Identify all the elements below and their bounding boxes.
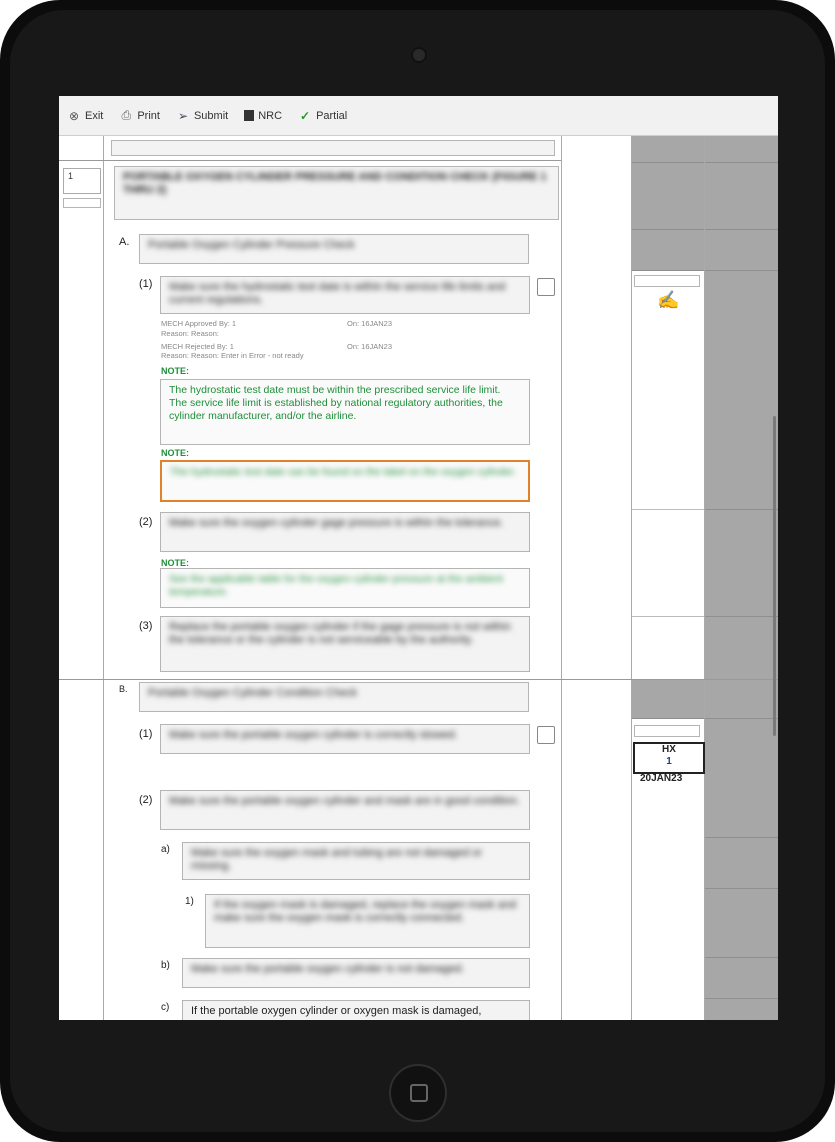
substep-a1-number: 1) (185, 896, 194, 907)
step-a3-box (160, 616, 530, 672)
substep-c-number: c) (161, 1002, 170, 1013)
column-divider (103, 136, 104, 1020)
signoff-cell (705, 510, 778, 617)
substep-c-box (182, 1000, 530, 1020)
signoff-cell (632, 136, 704, 163)
approved-reason: Reason: Reason: (161, 329, 219, 338)
section-a-title-box (139, 234, 529, 264)
signature-pen-icon: ✍ (657, 290, 680, 310)
substep-c-text: If the portable oxygen cylinder or oxygen mask is damaged, (191, 1005, 482, 1017)
step-a2-box (160, 512, 530, 552)
note-text: See the applicable table for the oxygen cylinder pressure at the ambient temperature. (169, 573, 503, 598)
signoff-cell (705, 889, 778, 958)
note-label: NOTE: (161, 558, 189, 568)
section-b-title-box (139, 682, 529, 712)
signoff-cell[interactable] (632, 510, 704, 617)
step-a2-number: (2) (139, 516, 153, 528)
step-a1-number: (1) (139, 278, 153, 290)
substep-a-text: Make sure the oxygen mask and tubing are not damaged or missing. (191, 847, 483, 872)
signoff-cell (632, 230, 704, 271)
signoff-cell (705, 719, 778, 838)
partial-label: Partial (316, 109, 348, 122)
exit-button[interactable] (67, 109, 103, 123)
note-label: NOTE: (161, 448, 189, 458)
step-a1-checkbox[interactable] (537, 278, 555, 296)
substep-b-box (182, 958, 530, 988)
substep-b-text: Make sure the portable oxygen cylinder is not damaged. (191, 963, 465, 975)
home-square-icon (410, 1084, 428, 1102)
step-b2-text: Make sure the portable oxygen cylinder and mask are in good condition. (169, 795, 520, 807)
task-title: PORTABLE OXYGEN CYLINDER PRESSURE AND CONDITION CHECK (FIGURE 1 THRU 2) (123, 171, 547, 196)
signoff-cell (705, 999, 778, 1020)
step-b1-checkbox[interactable] (537, 726, 555, 744)
signoff-input[interactable] (634, 275, 700, 287)
nrc-button[interactable] (244, 110, 282, 122)
signoff-cell (705, 838, 778, 889)
step-a3-number: (3) (139, 620, 153, 632)
mech-approved-by: MECH Approved By: 1 (161, 319, 237, 328)
step-number (63, 168, 101, 194)
substep-a1-text: If the oxygen mask is damaged, replace the oxygen mask and make sure the oxygen mask is correctly connected. (214, 899, 517, 924)
nrc-label: NRC (258, 109, 283, 122)
screen (59, 96, 778, 1020)
task-card-grid (59, 136, 778, 1020)
stamp-date: 20JAN23 (640, 773, 683, 784)
step-a2-text: Make sure the oxygen cylinder gage pressure is within the tolerance. (169, 517, 504, 529)
rejected-reason: Reason: Reason: Enter in Error - not ready (161, 351, 304, 360)
step-b2-number: (2) (139, 794, 153, 806)
section-a-title: Portable Oxygen Cylinder Pressure Check (148, 239, 355, 251)
toolbar (59, 96, 778, 136)
note-label: NOTE: (161, 366, 189, 376)
substep-a-number: a) (161, 844, 170, 855)
step-a3-text: Replace the portable oxygen cylinder if the gage pressure is not within the tolerance or the cylinder is not serviceable by the authority. (169, 621, 511, 646)
note-box (160, 379, 530, 445)
signoff-cell (705, 271, 778, 510)
signoff-cell[interactable] (632, 617, 704, 680)
note-text: The hydrostatic test date can be found on the label on the oxygen cylinder. (170, 466, 517, 478)
row-divider (59, 160, 561, 161)
note-text: The hydrostatic test date must be within the prescribed service life limit. The service life limit is established by national regulatory authorities, the cylinder manufacturer, and/or the airline. (169, 384, 503, 422)
step-number-text: 1 (68, 171, 74, 181)
scrollbar[interactable] (773, 416, 776, 736)
camera-icon (411, 47, 427, 63)
signoff-cell (705, 680, 778, 719)
step-b1-text: Make sure the portable oxygen cylinder is correctly stowed. (169, 729, 458, 741)
signoff-cell (705, 136, 778, 163)
partial-button[interactable] (298, 109, 347, 123)
mech-rejected-by: MECH Rejected By: 1 (161, 342, 234, 351)
highlighted-note-box[interactable] (160, 460, 530, 502)
submit-label: Submit (193, 109, 229, 122)
substep-a1-box (205, 894, 530, 948)
signoff-input[interactable] (634, 725, 700, 737)
paper-plane-icon: ➢ (177, 108, 188, 123)
section-a-letter: A. (119, 236, 130, 248)
substep-b-number: b) (161, 960, 170, 971)
signoff-cell (705, 617, 778, 680)
stamp-number: 1 (666, 756, 672, 767)
section-b-title: Portable Oxygen Cylinder Condition Check (148, 687, 358, 699)
substep-a-box (182, 842, 530, 880)
section-b-letter: B. (119, 684, 128, 694)
step-field (63, 198, 101, 208)
submit-button[interactable] (176, 109, 228, 123)
signoff-cell (705, 230, 778, 271)
signoff-cell (705, 163, 778, 230)
nrc-icon (244, 110, 254, 121)
previous-row-box (111, 140, 555, 156)
step-b1-box (160, 724, 530, 754)
column-divider (561, 136, 562, 1020)
inspector-stamp (633, 742, 705, 774)
printer-icon: ⎙ (121, 108, 132, 122)
step-a1-text: Make sure the hydrostatic test date is within the service life limits and current regulations. (169, 281, 506, 306)
step-b1-number: (1) (139, 728, 153, 740)
signoff-cell (632, 163, 704, 230)
note-box (160, 568, 530, 608)
step-a1-box (160, 276, 530, 314)
mech-approved-date: On: 16JAN23 (347, 319, 393, 328)
mech-rejected-date: On: 16JAN23 (347, 342, 393, 351)
signoff-cell (705, 958, 778, 999)
print-button[interactable] (119, 108, 160, 123)
step-b2-box (160, 790, 530, 830)
stamp-code: HX (662, 744, 676, 755)
print-label: Print (137, 109, 160, 122)
exit-label: Exit (85, 109, 104, 122)
close-circle-icon: ⊗ (68, 108, 80, 123)
signoff-cell (632, 680, 704, 719)
checkmark-icon: ✓ (300, 108, 311, 123)
task-title-box (114, 166, 559, 220)
home-button[interactable] (389, 1064, 447, 1122)
